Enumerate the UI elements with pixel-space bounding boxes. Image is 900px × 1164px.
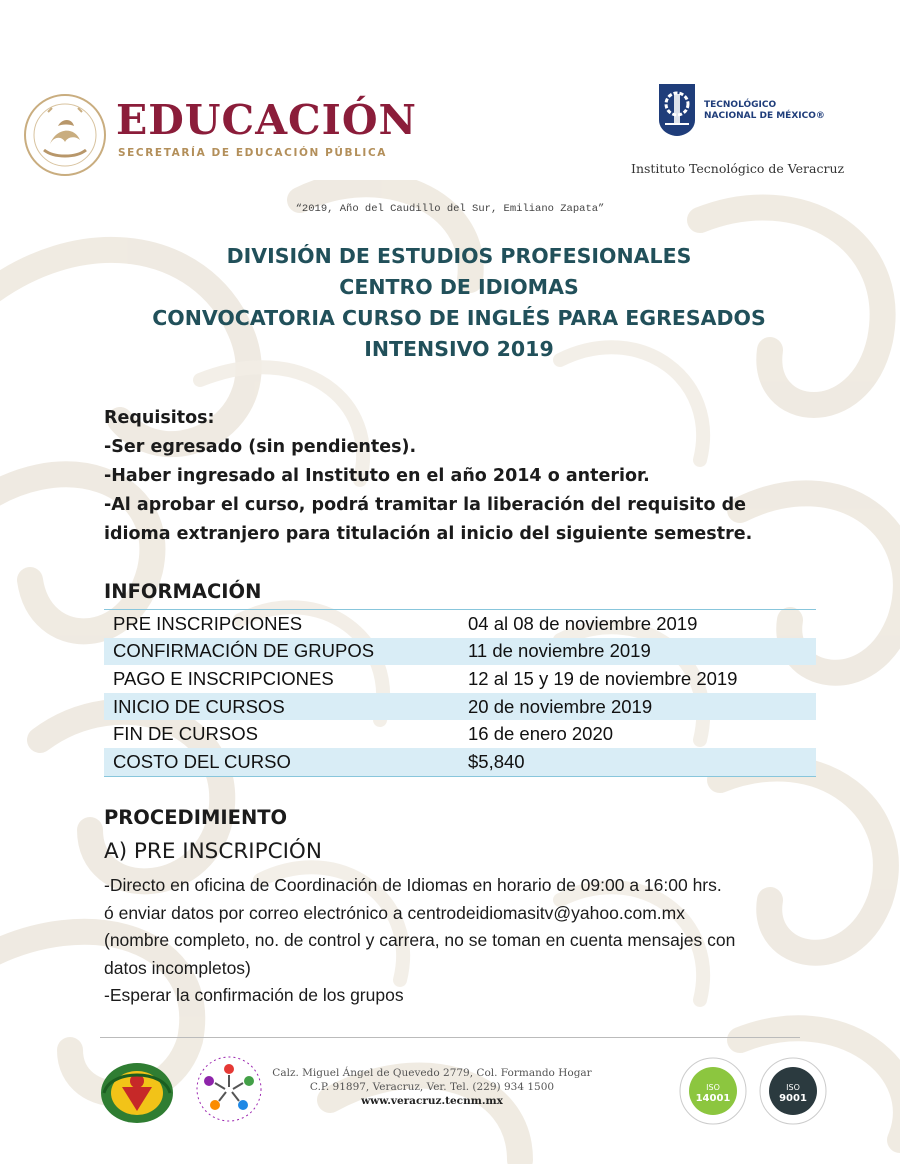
iso1-number: 14001 bbox=[695, 1093, 731, 1104]
heading-line-call: CONVOCATORIA CURSO DE INGLÉS PARA EGRESADOS bbox=[152, 306, 766, 330]
procedure-line: ó enviar datos por correo electrónico a centrodeidiomasitv@yahoo.com.mx bbox=[104, 902, 685, 923]
row-value: 12 al 15 y 19 de noviembre 2019 bbox=[468, 667, 738, 689]
info-table bbox=[104, 609, 816, 777]
table-row bbox=[104, 610, 816, 638]
row-value: 04 al 08 de noviembre 2019 bbox=[468, 612, 698, 634]
itv-emblem-icon bbox=[98, 1057, 176, 1125]
mexico-seal-icon bbox=[22, 92, 108, 178]
procedure-title: PROCEDIMIENTO bbox=[104, 806, 288, 829]
tecnm-logo-icon bbox=[655, 80, 699, 138]
iso2-number: 9001 bbox=[779, 1093, 807, 1104]
requirement-line: idioma extranjero para titulación al inicio del siguiente semestre. bbox=[104, 524, 753, 544]
row-label: FIN DE CURSOS bbox=[113, 723, 258, 745]
row-label: PRE INSCRIPCIONES bbox=[113, 612, 303, 634]
procedure-line: -Directo en oficina de Coordinación de Idiomas en horario de 09:00 a 16:00 hrs. bbox=[104, 875, 722, 895]
education-title: EDUCACIÓN bbox=[116, 96, 418, 144]
network-logo-icon bbox=[187, 1053, 271, 1125]
tecnm-name-line1: TECNOLÓGICO bbox=[704, 100, 777, 110]
address-line: Calz. Miguel Ángel de Quevedo 2779, Col. Formando Hogar bbox=[272, 1067, 592, 1079]
table-row bbox=[104, 748, 816, 776]
table-row bbox=[104, 665, 816, 693]
education-subtitle: SECRETARÍA DE EDUCACIÓN PÚBLICA bbox=[118, 147, 387, 159]
row-value: 11 de noviembre 2019 bbox=[468, 640, 651, 662]
requirements-section bbox=[104, 404, 824, 549]
table-row bbox=[104, 720, 816, 748]
row-label: PAGO E INSCRIPCIONES bbox=[113, 667, 334, 689]
footer-address bbox=[262, 1066, 602, 1108]
procedure-line: datos incompletos) bbox=[104, 957, 251, 978]
iso-9001-badge-icon bbox=[758, 1056, 828, 1126]
info-title: INFORMACIÓN bbox=[104, 580, 262, 603]
tecnm-name-line2: NACIONAL DE MÉXICO® bbox=[704, 111, 825, 121]
letterhead bbox=[0, 0, 900, 190]
heading-line-year: INTENSIVO 2019 bbox=[364, 337, 554, 361]
footer-divider bbox=[100, 1037, 800, 1038]
requirement-line: -Ser egresado (sin pendientes). bbox=[104, 437, 417, 457]
iso2-label: ISO bbox=[786, 1083, 800, 1092]
procedure-line: -Esperar la confirmación de los grupos bbox=[104, 985, 404, 1005]
row-value: 20 de noviembre 2019 bbox=[468, 695, 653, 717]
requirement-line: -Haber ingresado al Instituto en el año 2014 o anterior. bbox=[104, 466, 650, 486]
table-row bbox=[104, 693, 816, 721]
website-link[interactable]: www.veracruz.tecnm.mx bbox=[361, 1095, 503, 1107]
heading-line-division: DIVISIÓN DE ESTUDIOS PROFESIONALES bbox=[226, 244, 692, 268]
row-value: 16 de enero 2020 bbox=[468, 723, 614, 745]
procedure-subtitle: A) PRE INSCRIPCIÓN bbox=[104, 839, 322, 864]
motto: “2019, Año del Caudillo del Sur, Emiliano Zapata” bbox=[295, 203, 605, 215]
campus-name: Instituto Tecnológico de Veracruz bbox=[631, 161, 845, 176]
heading-line-center: CENTRO DE IDIOMAS bbox=[339, 275, 579, 299]
row-label: INICIO DE CURSOS bbox=[113, 695, 285, 717]
row-label: CONFIRMACIÓN DE GRUPOS bbox=[113, 640, 375, 662]
address-line: C.P. 91897, Veracruz, Ver. Tel. (229) 934 1500 bbox=[309, 1081, 555, 1093]
iso-14001-badge-icon bbox=[678, 1056, 748, 1126]
document-heading bbox=[0, 241, 900, 365]
table-row bbox=[104, 638, 816, 666]
row-label: COSTO DEL CURSO bbox=[113, 750, 291, 772]
procedure-line: (nombre completo, no. de control y carrera, no se toman en cuenta mensajes con bbox=[104, 930, 736, 950]
procedure-text bbox=[104, 872, 824, 1010]
requirement-line: -Al aprobar el curso, podrá tramitar la liberación del requisito de bbox=[104, 495, 747, 515]
row-value: $5,840 bbox=[468, 750, 525, 772]
tecnm-name bbox=[704, 100, 825, 122]
iso1-label: ISO bbox=[706, 1083, 720, 1092]
requirements-title: Requisitos: bbox=[104, 408, 215, 428]
